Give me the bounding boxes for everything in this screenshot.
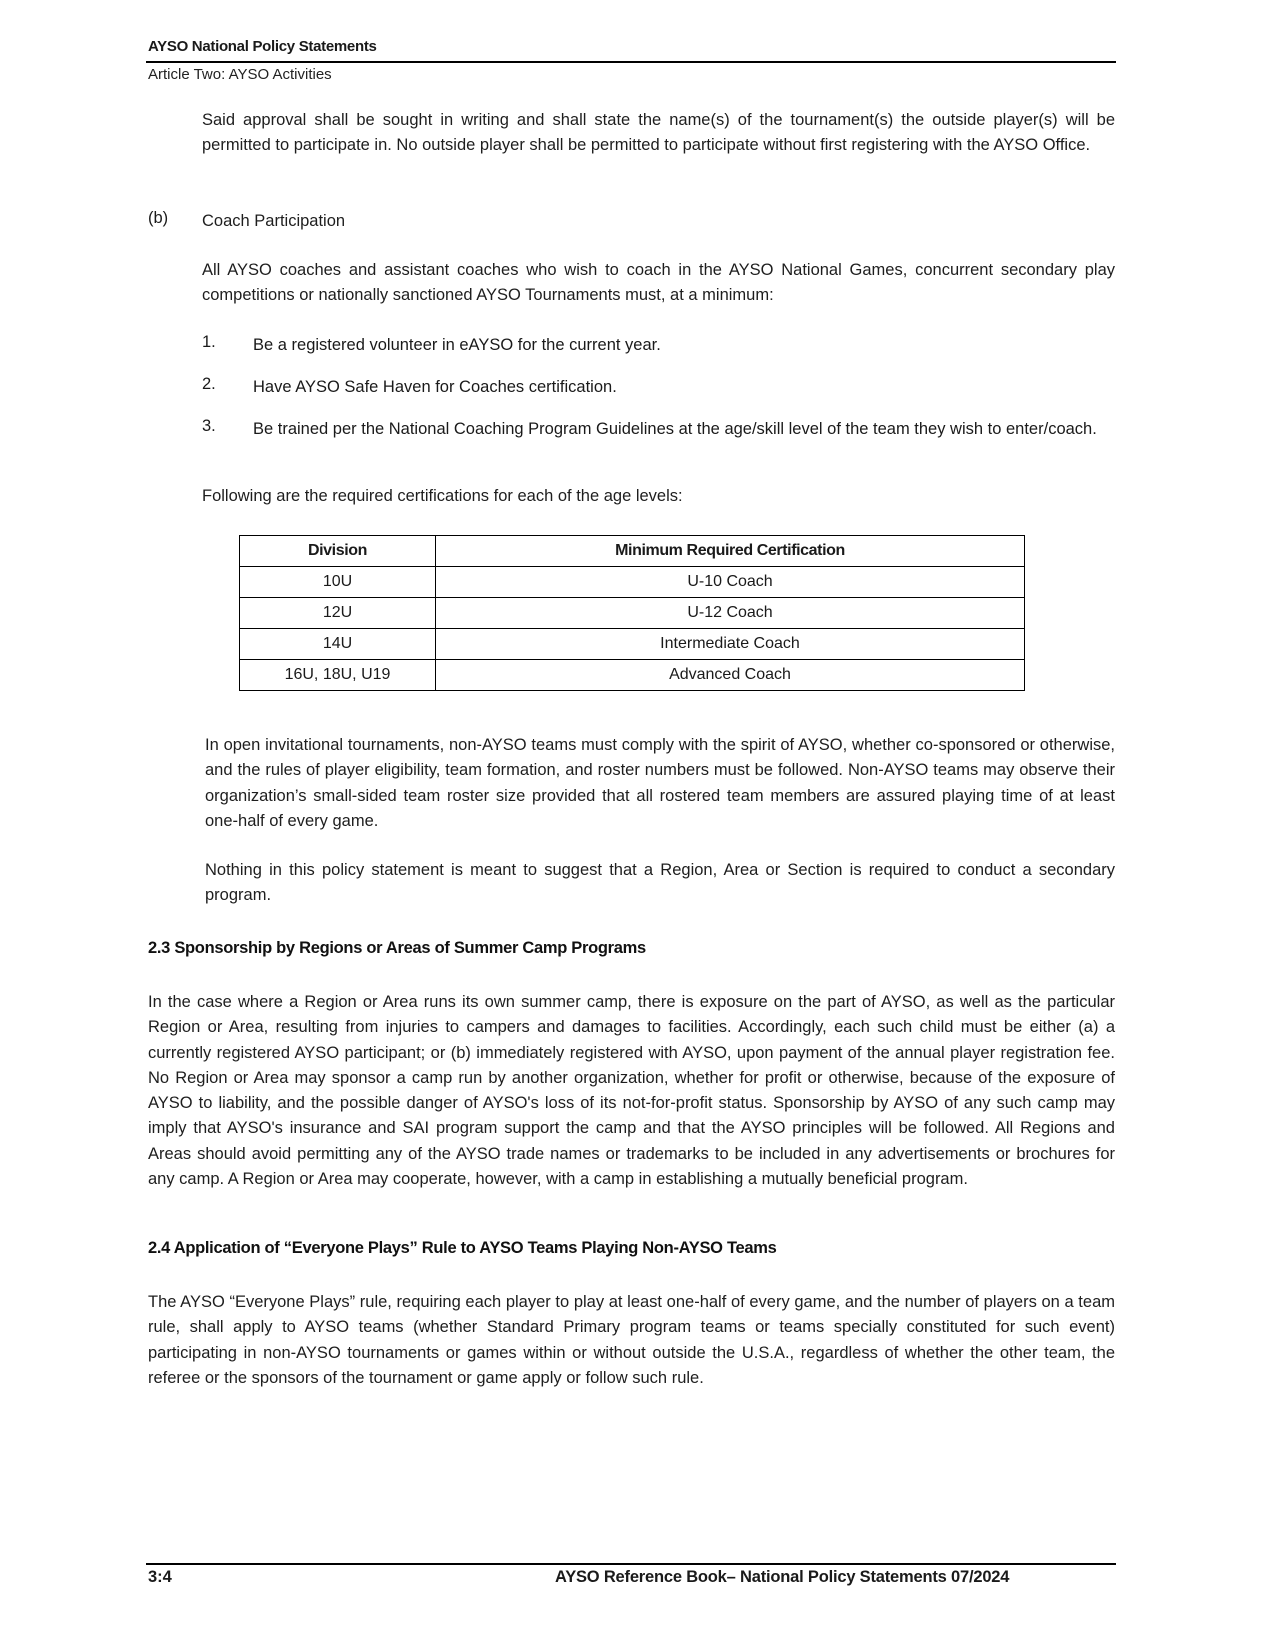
invitational-paragraph: In open invitational tournaments, non-AYSO teams must comply with the spirit of AYSO, whether co-sponsored or otherwise, and the rules of player eligibility, team formation, and roster numbers must be followed. Non-AYSO teams may observe their organization’s small-sided team roster size provided that all rostered team members are assured playing time of at least one-half of every game.: [205, 736, 1115, 830]
table-header-row: [240, 536, 1025, 567]
header-divider: [146, 61, 1116, 63]
list-item-number: 1.: [202, 333, 216, 351]
division-cell: 16U, 18U, U19: [240, 660, 436, 691]
certification-cell: U-12 Coach: [436, 598, 1025, 629]
list-item-text: Have AYSO Safe Haven for Coaches certification.: [253, 378, 617, 396]
table-row: [240, 629, 1025, 660]
certification-cell: Intermediate Coach: [436, 629, 1025, 660]
table-row: [240, 567, 1025, 598]
page-number: 3:4: [148, 1568, 172, 1586]
footer-title: AYSO Reference Book– National Policy Statements 07/2024: [555, 1568, 1010, 1586]
list-item-number: 2.: [202, 375, 216, 393]
table-row: [240, 598, 1025, 629]
footer-divider: [146, 1563, 1116, 1565]
intro-paragraph: Said approval shall be sought in writing and shall state the name(s) of the tournament(s) the outside player(s) will be permitted to participate in. No outside player shall be permitted to participate without first registering with the AYSO Office.: [202, 111, 1115, 155]
table-row: [240, 660, 1025, 691]
table-intro: Following are the required certifications for each of the age levels:: [202, 487, 683, 505]
division-cell: 12U: [240, 598, 436, 629]
section-2-3-paragraph: In the case where a Region or Area runs its own summer camp, there is exposure on the part of AYSO, as well as the particular Region or Area, resulting from injuries to campers and damages to facilities. Accordingly, each such child must be either (a) a currently registered AYSO participant; or (b) immediately registered with AYSO, upon payment of the annual player registration fee. No Region or Area may sponsor a camp run by another organization, whether for profit or otherwise, because of the exposure of AYSO to liability, and the possible danger of AYSO's loss of its not-for-profit status. Sponsorship by AYSO of any such camp may imply that AYSO's insurance and SAI program support the camp and that the AYSO principles will be followed. All Regions and Areas should avoid permitting any of the AYSO trade names or trademarks to be included in any advertisements or brochures for any camp. A Region or Area may cooperate, however, with a camp in establishing a mutually beneficial program.: [148, 993, 1115, 1189]
section-b-title: Coach Participation: [202, 212, 346, 230]
column-header-division: Division: [240, 536, 436, 567]
certification-cell: U-10 Coach: [436, 567, 1025, 598]
division-cell: 14U: [240, 629, 436, 660]
list-item-text: Be a registered volunteer in eAYSO for the current year.: [253, 336, 661, 354]
list-item-text: Be trained per the National Coaching Program Guidelines at the age/skill level of the team they wish to enter/coach.: [253, 420, 1097, 438]
certification-table: [239, 535, 1025, 691]
division-cell: 10U: [240, 567, 436, 598]
section-2-4-paragraph: The AYSO “Everyone Plays” rule, requiring each player to play at least one-half of every game, and the number of players on a team rule, shall apply to AYSO teams (whether Standard Primary program teams or teams specially constituted for such event) participating in non-AYSO tournaments or games within or without outside the U.S.A., regardless of whether the other team, the referee or the sponsors of the tournament or game apply or follow such rule.: [148, 1293, 1115, 1387]
certification-cell: Advanced Coach: [436, 660, 1025, 691]
running-header-subtitle: Article Two: AYSO Activities: [148, 66, 332, 83]
section-b-label: (b): [148, 209, 169, 227]
secondary-program-paragraph: Nothing in this policy statement is meant to suggest that a Region, Area or Section is required to conduct a secondary program.: [205, 861, 1115, 905]
running-header-title: AYSO National Policy Statements: [148, 38, 377, 55]
coach-requirements-paragraph: All AYSO coaches and assistant coaches who wish to coach in the AYSO National Games, concurrent secondary play competitions or nationally sanctioned AYSO Tournaments must, at a minimum:: [202, 261, 1115, 305]
column-header-certification: Minimum Required Certification: [436, 536, 1025, 567]
list-item-number: 3.: [202, 417, 216, 435]
section-2-3-heading: 2.3 Sponsorship by Regions or Areas of Summer Camp Programs: [148, 939, 646, 957]
section-2-4-heading: 2.4 Application of “Everyone Plays” Rule to AYSO Teams Playing Non-AYSO Teams: [148, 1239, 777, 1257]
